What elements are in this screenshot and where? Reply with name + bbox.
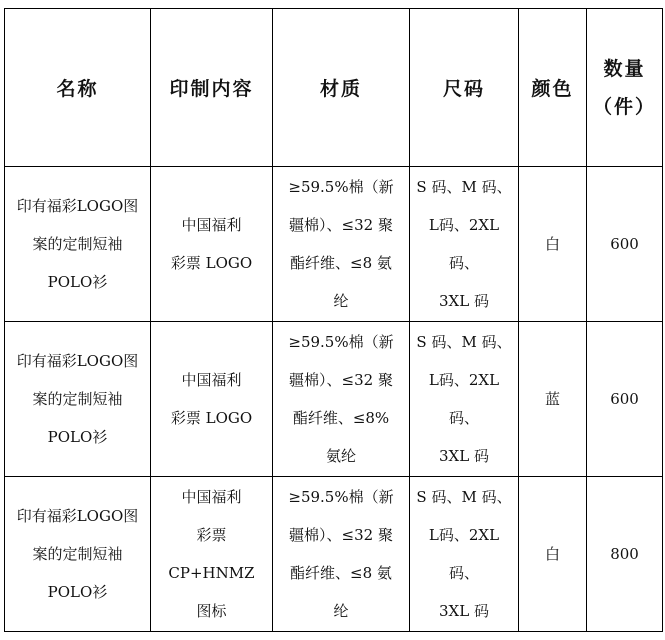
- name-line: 印有福彩LOGO图: [16, 197, 139, 215]
- cell-print-content: [151, 477, 273, 632]
- cell-quantity: 800: [587, 477, 663, 632]
- size-line: L码、2XL 码、: [428, 371, 500, 427]
- size-line: 3XL 码: [439, 447, 489, 465]
- cell-size: [410, 322, 519, 477]
- print-line: 中国福利: [181, 216, 242, 234]
- size-line: L码、2XL 码、: [428, 216, 500, 272]
- header-quantity-line1: 数量: [603, 57, 646, 80]
- cell-material: [273, 477, 410, 632]
- name-line: 案的定制短袖: [32, 390, 123, 408]
- material-line: ≥59.5%棉（新: [288, 333, 394, 351]
- print-line: 中国福利: [181, 488, 242, 506]
- material-line: 疆棉）、≤32 聚: [289, 371, 393, 389]
- size-line: S 码、M 码、: [416, 333, 512, 351]
- size-line: 3XL 码: [439, 292, 489, 310]
- cell-print-content: [151, 167, 273, 322]
- print-line: 中国福利: [181, 371, 242, 389]
- header-material: 材质: [273, 9, 410, 167]
- name-line: 印有福彩LOGO图: [16, 507, 139, 525]
- material-line: 疆棉）、≤32 聚: [289, 526, 393, 544]
- name-line: POLO衫: [47, 428, 108, 446]
- cell-size: [410, 167, 519, 322]
- print-line: 彩票 LOGO: [170, 254, 253, 272]
- cell-size: [410, 477, 519, 632]
- material-line: 纶: [333, 602, 349, 620]
- name-line: 案的定制短袖: [32, 545, 123, 563]
- print-line: 彩票 CP+HNMZ: [168, 526, 255, 582]
- name-line: POLO衫: [47, 273, 108, 291]
- cell-name: [5, 477, 151, 632]
- cell-name: [5, 322, 151, 477]
- size-line: S 码、M 码、: [416, 488, 512, 506]
- size-line: 3XL 码: [439, 602, 489, 620]
- table-row: [5, 167, 663, 322]
- material-line: 疆棉）、≤32 聚: [289, 216, 393, 234]
- header-name: 名称: [5, 9, 151, 167]
- header-quantity: [587, 9, 663, 167]
- cell-quantity: 600: [587, 167, 663, 322]
- header-size: 尺码: [410, 9, 519, 167]
- header-color: 颜色: [519, 9, 587, 167]
- cell-material: [273, 167, 410, 322]
- cell-color: 白: [519, 477, 587, 632]
- material-line: 纶: [333, 292, 349, 310]
- size-line: L码、2XL 码、: [428, 526, 500, 582]
- material-line: 酯纤维、≤8%: [292, 409, 390, 427]
- cell-material: [273, 322, 410, 477]
- name-line: 案的定制短袖: [32, 235, 123, 253]
- table-row: [5, 477, 663, 632]
- material-line: ≥59.5%棉（新: [288, 178, 394, 196]
- size-line: S 码、M 码、: [416, 178, 512, 196]
- cell-print-content: [151, 322, 273, 477]
- print-line: 图标: [196, 602, 227, 620]
- cell-name: [5, 167, 151, 322]
- print-line: 彩票 LOGO: [170, 409, 253, 427]
- product-spec-table: [4, 8, 663, 632]
- cell-quantity: 600: [587, 322, 663, 477]
- header-print-content: 印制内容: [151, 9, 273, 167]
- material-line: 氨纶: [325, 447, 356, 465]
- material-line: ≥59.5%棉（新: [288, 488, 394, 506]
- cell-color: 白: [519, 167, 587, 322]
- header-row: [5, 9, 663, 167]
- table-row: [5, 322, 663, 477]
- material-line: 酯纤维、≤8 氨: [290, 254, 392, 272]
- cell-color: 蓝: [519, 322, 587, 477]
- name-line: 印有福彩LOGO图: [16, 352, 139, 370]
- material-line: 酯纤维、≤8 氨: [290, 564, 392, 582]
- name-line: POLO衫: [47, 583, 108, 601]
- header-quantity-line2: （件）: [593, 95, 657, 118]
